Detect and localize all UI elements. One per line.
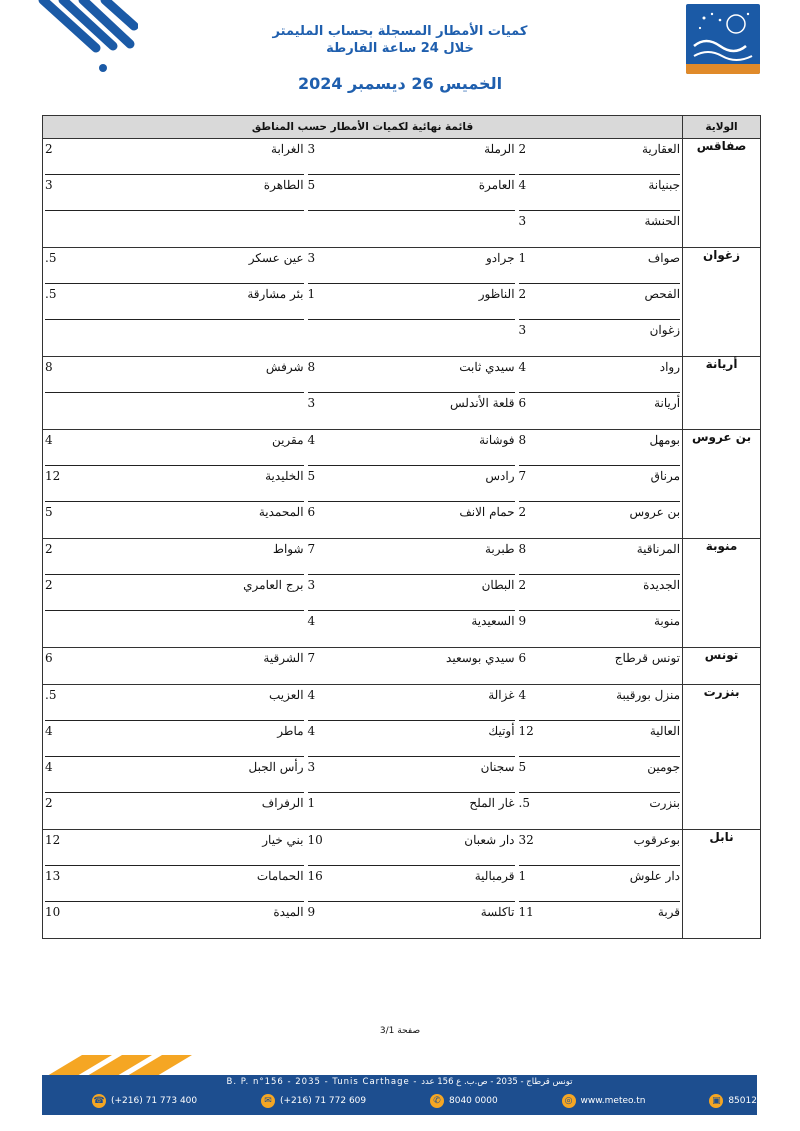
station-cell	[517, 721, 683, 757]
station-cell	[306, 502, 517, 539]
rainfall-value: 4	[307, 433, 316, 447]
table-row	[43, 393, 761, 430]
rainfall-value: 2	[45, 542, 53, 556]
station-cell	[306, 685, 517, 722]
station-name: عين عسكر	[248, 251, 304, 265]
rainfall-value: 9	[518, 614, 527, 628]
station-name: الرملة	[484, 142, 515, 156]
station-name: أريانة	[654, 396, 681, 410]
station-cell	[517, 757, 683, 793]
station-name: شواط	[272, 542, 304, 556]
station-name: صواف	[647, 251, 681, 265]
rainfall-value: 13	[45, 869, 61, 883]
table-row	[43, 793, 761, 830]
table-row	[43, 866, 761, 902]
station-name: برج العامري	[243, 578, 304, 592]
station-name: مرناق	[650, 469, 681, 483]
station-cell	[306, 539, 517, 576]
station-cell	[517, 139, 683, 176]
table-row	[43, 139, 761, 176]
station-cell	[517, 248, 683, 285]
rainfall-value: 3	[518, 323, 527, 337]
station-cell	[43, 320, 306, 357]
rainfall-value: 3	[307, 578, 316, 592]
contact-text: (+216) 71 772 609	[280, 1096, 367, 1106]
rainfall-value: 6	[518, 651, 527, 665]
contact-text: 85012	[728, 1096, 757, 1106]
station-name: بومهل	[649, 433, 681, 447]
governorate-cell: نابل	[683, 830, 761, 939]
rainfall-value: 2	[45, 142, 53, 156]
table-row	[43, 357, 761, 394]
station-cell	[306, 830, 517, 867]
station-cell	[306, 902, 517, 939]
station-name: دار علوش	[629, 869, 681, 883]
rainfall-value: 2	[45, 796, 53, 810]
station-cell	[43, 793, 306, 830]
station-name: الطاهرة	[263, 178, 304, 192]
table-row	[43, 248, 761, 285]
station-cell	[43, 248, 306, 285]
station-cell	[43, 502, 306, 539]
station-cell	[43, 139, 306, 176]
station-name: الجديدة	[643, 578, 681, 592]
table-row	[43, 648, 761, 685]
rainfall-value: 16	[307, 869, 323, 883]
phone-icon: ☎	[93, 1096, 105, 1106]
station-cell	[517, 575, 683, 611]
station-name: البطان	[481, 578, 515, 592]
rainfall-value: 4	[45, 724, 53, 738]
rainfall-value: 3	[518, 214, 527, 228]
rainfall-value: 3	[45, 178, 53, 192]
rainfall-value: 2	[45, 578, 53, 592]
station-cell	[43, 866, 306, 902]
station-name: بوعرقوب	[633, 833, 681, 847]
table-row	[43, 685, 761, 722]
rainfall-table	[42, 115, 761, 939]
rainfall-value: 8	[45, 360, 53, 374]
rainfall-value: 4	[45, 433, 53, 447]
rainfall-value: 7	[307, 542, 316, 556]
station-name: الشرقية	[263, 651, 304, 665]
rainfall-value: 1	[307, 796, 316, 810]
rainfall-value: 6	[518, 396, 527, 410]
station-name: حمام الانف	[459, 505, 515, 519]
report-header	[250, 24, 550, 58]
station-cell	[43, 757, 306, 793]
station-cell	[43, 721, 306, 757]
station-name: الفحص	[644, 287, 681, 301]
station-cell	[43, 685, 306, 722]
sms-icon: ▣	[709, 1094, 723, 1108]
contact-item	[709, 1094, 757, 1108]
rainfall-value: 7	[518, 469, 527, 483]
station-name: دار شعبان	[464, 833, 515, 847]
station-name: الحمامات	[256, 869, 304, 883]
rainfall-value: 5	[518, 760, 527, 774]
header-governorate: الولاية	[683, 116, 761, 139]
governorate-cell: بنزرت	[683, 685, 761, 830]
table-row	[43, 757, 761, 793]
table-row	[43, 721, 761, 757]
station-name: تونس قرطاج	[614, 651, 681, 665]
page-number: صفحة 3/1	[379, 1026, 421, 1036]
decorative-stripes	[28, 0, 138, 80]
station-name: المحمدية	[258, 505, 304, 519]
table-row	[43, 466, 761, 502]
rainfall-value: 4	[307, 688, 316, 702]
rainfall-value: 3	[307, 396, 316, 410]
rainfall-value: 3	[307, 142, 316, 156]
station-cell	[306, 393, 517, 430]
header-main: قائمة نهائية لكميات الأمطار حسب المناطق	[43, 116, 683, 139]
station-cell	[517, 648, 683, 685]
station-name: جرادو	[486, 251, 515, 265]
station-name: رأس الجبل	[248, 760, 304, 774]
footer	[42, 1055, 757, 1115]
station-name: الميدة	[273, 905, 304, 919]
contact-text: 8040 0000	[449, 1096, 498, 1106]
rainfall-value: 5.	[45, 688, 57, 702]
station-cell	[306, 611, 517, 648]
station-cell	[306, 357, 517, 394]
station-name: العامرة	[478, 178, 515, 192]
rainfall-value: 32	[518, 833, 534, 847]
station-name: الغرابة	[271, 142, 304, 156]
table-row	[43, 430, 761, 467]
station-name: العزيب	[269, 688, 304, 702]
station-cell	[517, 830, 683, 867]
station-cell	[517, 539, 683, 576]
station-name: فوشانة	[479, 433, 515, 447]
station-name: العالية	[649, 724, 681, 738]
station-cell	[517, 611, 683, 648]
station-cell	[43, 393, 306, 430]
station-name: رادس	[485, 469, 515, 483]
station-cell	[306, 648, 517, 685]
rainfall-value: 5	[307, 469, 316, 483]
station-name: سجنان	[480, 760, 515, 774]
rainfall-value: 2	[518, 578, 527, 592]
contact-text: www.meteo.tn	[580, 1096, 646, 1106]
rainfall-value: 4	[518, 688, 527, 702]
station-cell	[306, 284, 517, 320]
report-title-line1: كميات الأمطار المسجلة بحساب المليمتر	[272, 24, 528, 39]
governorate-cell: صفاقس	[683, 139, 761, 248]
station-name: منوبة	[654, 614, 681, 628]
table-row	[43, 902, 761, 939]
rainfall-value: 1	[307, 287, 316, 301]
station-name: جومين	[647, 760, 681, 774]
station-cell	[306, 139, 517, 176]
station-cell	[517, 685, 683, 722]
rainfall-value: 2	[518, 505, 527, 519]
station-name: سيدي بوسعيد	[446, 651, 515, 665]
station-name: ماطر	[277, 724, 304, 738]
station-name: الخليدية	[265, 469, 304, 483]
table-row	[43, 175, 761, 211]
report-date: الخميس 26 ديسمبر 2024	[297, 74, 503, 93]
rainfall-value: 4	[518, 178, 527, 192]
station-cell	[517, 175, 683, 211]
governorate-cell: منوبة	[683, 539, 761, 648]
rainfall-value: 5	[307, 178, 316, 192]
station-name: الرفراف	[261, 796, 304, 810]
fax-icon: ✉	[261, 1094, 275, 1108]
station-cell	[43, 830, 306, 867]
contact-item	[562, 1094, 646, 1108]
rainfall-value: 1	[518, 869, 527, 883]
station-cell	[306, 430, 517, 467]
station-cell	[43, 902, 306, 939]
station-name: جبنيانة	[648, 178, 681, 192]
governorate-cell: زغوان	[683, 248, 761, 357]
station-name: بنزرت	[649, 796, 681, 810]
rainfall-value: 5	[45, 505, 53, 519]
station-name: قربة	[657, 905, 681, 919]
station-name: العقارية	[641, 142, 681, 156]
station-cell	[306, 248, 517, 285]
station-name: الحنشة	[644, 214, 681, 228]
station-name: مقرين	[271, 433, 304, 447]
station-cell	[43, 648, 306, 685]
station-cell	[306, 575, 517, 611]
station-cell	[517, 793, 683, 830]
station-cell	[306, 175, 517, 211]
rainfall-value: 5.	[45, 287, 57, 301]
footer-address: B. P. n°156 - 2035 - Tunis Carthage - تونس قرطاج - 2035 - ص.ب. ع 156 عدد	[226, 1077, 573, 1087]
station-name: سيدي ثابت	[459, 360, 515, 374]
rainfall-value: 8	[518, 433, 527, 447]
contact-item	[261, 1094, 366, 1108]
station-name: الناظور	[478, 287, 515, 301]
station-name: غزالة	[488, 688, 515, 702]
station-cell	[517, 502, 683, 539]
table-row	[43, 575, 761, 611]
station-cell	[306, 466, 517, 502]
station-name: المرناقية	[636, 542, 681, 556]
rainfall-value: 4	[518, 360, 527, 374]
station-cell	[306, 866, 517, 902]
station-cell	[43, 539, 306, 576]
rainfall-value: 9	[307, 905, 316, 919]
station-cell	[43, 466, 306, 502]
station-cell	[517, 320, 683, 357]
rainfall-value: 10	[45, 905, 61, 919]
rainfall-value: 4	[307, 724, 316, 738]
station-cell	[306, 211, 517, 248]
station-cell	[306, 793, 517, 830]
rainfall-value: 5.	[518, 796, 530, 810]
table-row	[43, 211, 761, 248]
station-cell	[517, 211, 683, 248]
rainfall-value: 8	[518, 542, 527, 556]
station-cell	[517, 466, 683, 502]
station-cell	[306, 721, 517, 757]
station-cell	[517, 430, 683, 467]
rainfall-value: 8	[307, 360, 316, 374]
contact-item	[92, 1094, 197, 1108]
institute-logo	[686, 4, 760, 74]
station-name: تاكلسة	[480, 905, 515, 919]
station-name: غار الملح	[469, 796, 515, 810]
station-name: منزل بورقيبة	[616, 688, 681, 702]
table-row	[43, 502, 761, 539]
table-row	[43, 830, 761, 867]
station-cell	[517, 393, 683, 430]
station-cell	[306, 757, 517, 793]
station-name: طبربة	[484, 542, 515, 556]
station-cell	[43, 575, 306, 611]
rainfall-value: 4	[45, 760, 53, 774]
station-cell	[517, 902, 683, 939]
governorate-cell: تونس	[683, 648, 761, 685]
station-cell	[43, 211, 306, 248]
rainfall-value: 5.	[45, 251, 57, 265]
rainfall-value: 6	[45, 651, 53, 665]
rainfall-value: 4	[307, 614, 316, 628]
footer-contacts	[92, 1092, 757, 1110]
station-cell	[43, 611, 306, 648]
station-name: زغوان	[649, 323, 681, 337]
station-cell	[43, 430, 306, 467]
hotline-icon: ✆	[430, 1094, 444, 1108]
rainfall-value: 12	[45, 469, 61, 483]
rainfall-value: 7	[307, 651, 316, 665]
station-cell	[43, 357, 306, 394]
station-cell	[43, 175, 306, 211]
rainfall-value: 11	[518, 905, 534, 919]
station-name: بئر مشارقة	[247, 287, 304, 301]
rainfall-value: 2	[518, 142, 527, 156]
station-name: السعيدية	[471, 614, 515, 628]
contact-item	[430, 1094, 498, 1108]
table-row	[43, 611, 761, 648]
station-cell	[517, 284, 683, 320]
rainfall-value: 12	[518, 724, 534, 738]
rainfall-value: 6	[307, 505, 316, 519]
table-row	[43, 539, 761, 576]
station-name: قرمبالية	[474, 869, 515, 883]
station-cell	[43, 284, 306, 320]
station-name: رواد	[659, 360, 681, 374]
rainfall-value: 1	[518, 251, 527, 265]
report-title-line2: خلال 24 ساعة الفارطة	[326, 41, 474, 56]
rainfall-value: 10	[307, 833, 323, 847]
station-name: قلعة الأندلس	[450, 396, 515, 410]
station-name: أوتيك	[488, 724, 515, 738]
rainfall-value: 3	[307, 251, 316, 265]
governorate-cell: أريانة	[683, 357, 761, 430]
station-name: بن عروس	[629, 505, 681, 519]
rainfall-value: 3	[307, 760, 316, 774]
station-name: بني خيار	[262, 833, 304, 847]
governorate-cell: بن عروس	[683, 430, 761, 539]
station-cell	[306, 320, 517, 357]
web-icon: ◎	[562, 1094, 576, 1108]
station-cell	[517, 357, 683, 394]
station-cell	[517, 866, 683, 902]
rainfall-value: 2	[518, 287, 527, 301]
station-name: شرفش	[265, 360, 304, 374]
table-row	[43, 320, 761, 357]
rainfall-value: 12	[45, 833, 61, 847]
contact-text: (+216) 71 773 400	[111, 1096, 198, 1106]
table-row	[43, 284, 761, 320]
